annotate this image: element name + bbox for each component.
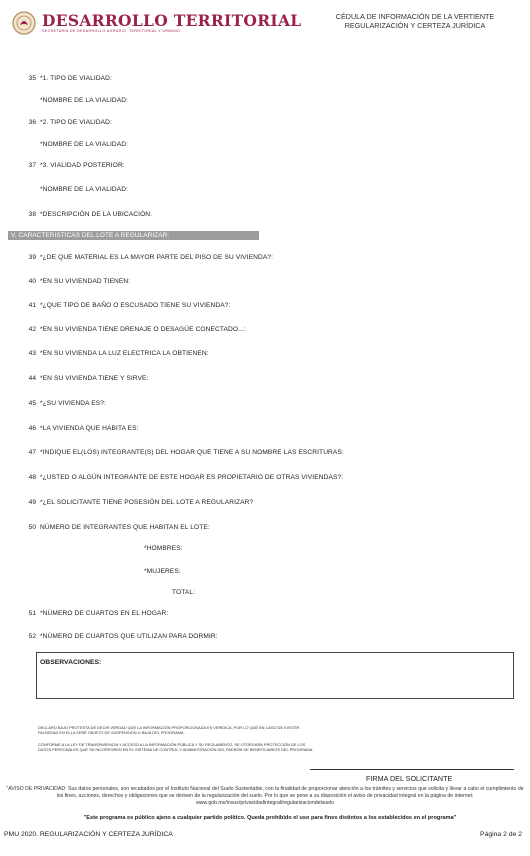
question-number: 46 (28, 425, 36, 432)
declaration-text: DECLARO BAJO PROTESTA DE DECIR VERDAD QUE LA INFORMACIÓN PROPORCIONADA ES VERÍDICA, POR LO QUE EN CASO DE EXISTIR FALSEDAD EN ELLA SERÉ OBJETO DE SUSPENSIÓN O BAJA DEL PROGRAMA. (38, 725, 300, 735)
question-label: *¿SU VIVIENDA ES?: (40, 400, 106, 407)
mujeres-label: *MUJERES: (144, 568, 181, 575)
question-label: *LA VIVIENDA QUE HABITA ES: (40, 425, 139, 432)
question-label: *¿EL SOLICITANTE TIENE POSESIÓN DEL LOTE A REGULARIZAR? (40, 499, 254, 506)
question-label: *1. TIPO DE VIALIDAD: (40, 75, 112, 82)
page-number: Página 2 de 2 (480, 831, 522, 838)
signature-label: FIRMA DEL SOLICITANTE (366, 774, 453, 783)
question-label: *NOMBRE DE LA VIALIDAD: (40, 141, 129, 148)
brand-subtitle: SECRETARÍA DE DESARROLLO AGRARIO, TERRITORIAL Y URBANO (42, 29, 181, 33)
question-label: *¿USTED O ALGÚN INTEGRANTE DE ESTE HOGAR ES PROPIETARIO DE OTRAS VIVIENDAS?: (40, 474, 344, 481)
question-number: 39 (28, 254, 36, 261)
question-label: *EN SU VIVIENDA TIENE Y SIRVE: (40, 375, 149, 382)
document-title (320, 13, 510, 30)
transparency-text: CONFORME A LA LEY DE TRANSPARENCIA Y ACCESO A LA INFORMACIÓN PÚBLICA Y SU REGLAMENTO, SE OTORGARÁ PROTECCIÓN DE LOS DATOS PERSONALES QUE SE INCORPOREN EN EL SISTEMA DE CONTROL Y ADMINISTRACIÓN DEL PADRÓN DE BENEFICIARIOS DEL PROGRAMA. (38, 742, 314, 752)
question-label: *¿QUE TIPO DE BAÑO O ESCUSADO TIENE SU VIVIENDA?: (40, 302, 231, 309)
question-number: 40 (28, 278, 36, 285)
question-label: *EN SU VIVIENDA LA LUZ ELECTRICA LA OBTIENEN: (40, 350, 209, 357)
question-number: 49 (28, 499, 36, 506)
question-label: *¿DE QUE MATERIAL ES LA MAYOR PARTE DEL PISO DE SU VIVIENDA?: (40, 254, 274, 261)
question-label: *NÚMERO DE CUARTOS EN EL HOGAR: (40, 610, 169, 617)
question-label: NÚMERO DE INTEGRANTES QUE HABITAN EL LOTE: (40, 524, 210, 531)
footer-document-name: PMU 2020. REGULARIZACIÓN Y CERTEZA JURÍDICA (4, 831, 173, 838)
question-number: 42 (28, 326, 36, 333)
signature-line (310, 769, 514, 770)
question-label: *EN SU VIVIENDAD TIENEN: (40, 278, 131, 285)
program-notice: "Este programa es público ajeno a cualquier partido político. Queda prohibido el uso para fines distintos a los establecidos en el programa" (83, 815, 457, 821)
question-number: 43 (28, 350, 36, 357)
question-label: *EN SU VIVIENDA TIENE DRENAJE O DESAGÜE CONECTADO...: (40, 326, 246, 333)
question-label: *2. TIPO DE VIALIDAD: (40, 119, 112, 126)
observaciones-label: OBSERVACIONES: (40, 659, 102, 666)
question-label: *NÚMERO DE CUARTOS QUE UTILIZAN PARA DORMIR: (40, 633, 218, 640)
mexico-seal-icon (12, 11, 36, 35)
question-number: 37 (28, 162, 36, 169)
question-number: 44 (28, 375, 36, 382)
hombres-label: *HOMBRES: (144, 545, 183, 552)
brand-title: DESARROLLO TERRITORIAL (42, 11, 302, 30)
total-label: TOTAL: (172, 589, 196, 596)
question-number: 47 (28, 449, 36, 456)
question-number: 51 (28, 610, 36, 617)
privacy-notice: "AVISO DE PRIVACIDAD: Sus datos personales, son recabados por el Instituto Nacional del Suelo Sustentable, con la finalidad de proporcionar atención a los trámites y servicios que solicita y llevar a cabo el cumplimiento de los fines, acciones, derechos y obligaciones que se deriven de la regularización del suelo. Por lo que se pone a su disposición el aviso de privacidad integral en la página de internet: www.gob.mx/insus/privacidadintegral/regularizaciondelsuelo (6, 786, 524, 806)
observaciones-field[interactable] (36, 652, 514, 699)
question-number: 35 (28, 75, 36, 82)
question-number: 48 (28, 474, 36, 481)
question-label: *NOMBRE DE LA VIALIDAD: (40, 97, 129, 104)
document-title-line-2: REGULARIZACIÓN Y CERTEZA JURÍDICA (344, 20, 486, 30)
document-title-line-1: CÉDULA DE INFORMACIÓN DE LA VERTIENTE (335, 12, 495, 21)
question-number: 52 (28, 633, 36, 640)
question-number: 38 (28, 211, 36, 218)
question-label: *3. VIALIDAD POSTERIOR: (40, 162, 125, 169)
question-number: 41 (28, 302, 36, 309)
question-number: 36 (28, 119, 36, 126)
question-number: 45 (28, 400, 36, 407)
question-label: *NOMBRE DE LA VIALIDAD: (40, 186, 129, 193)
question-number: 50 (28, 524, 36, 531)
section-title: V. CARACTERISTICAS DEL LOTE A REGULARIZAR: (11, 232, 170, 239)
question-label: *INDIQUE EL(LOS) INTEGRANTE(S) DEL HOGAR QUE TIENE A SU NOMBRE LAS ESCRITURAS: (40, 449, 344, 456)
question-label: *DESCRIPCIÓN DE LA UBICACIÓN: (40, 211, 153, 218)
